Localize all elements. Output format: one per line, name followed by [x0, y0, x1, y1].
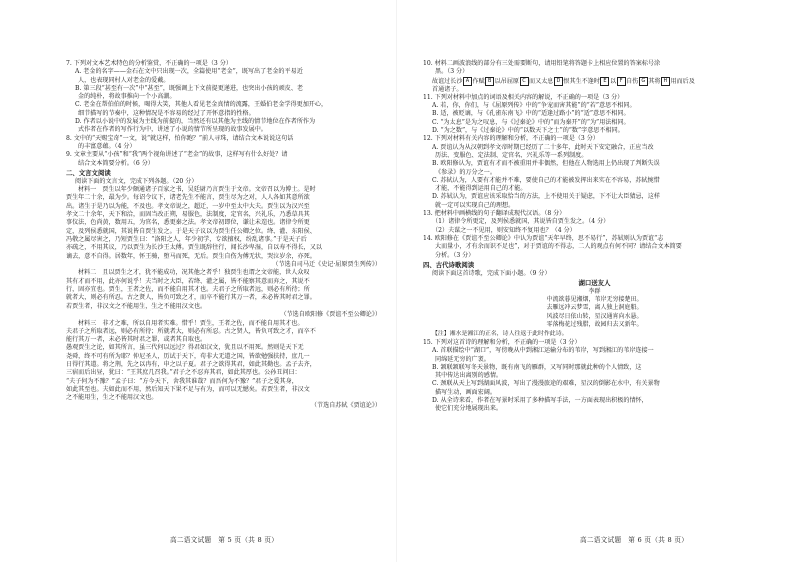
text-line: 阅读下面这首诗歌，完成下面小题。（9 分） [432, 269, 551, 277]
answer-box[interactable]: A [463, 77, 472, 86]
text-line: A. 贾谊认为从汉朝到孝文帝时期已经历了二十多年，此时天下安定融合，正应当改 [432, 143, 654, 151]
text-line: 之不能用生，生之不能用汉文也。 [66, 394, 158, 402]
text-line: “夫子何为不豫？”孟子曰：“方今天下，舍我其谁哉？而吾何为不豫？”君子之爱其身， [66, 377, 298, 385]
text-line: （节选自司马迁《史记·屈原贾生列传》） [272, 260, 381, 268]
sentence-segment: 以吊屈原 [494, 77, 520, 85]
text-line: A. 老金的名字——金石在文中只出现一次，全篇使用“老金”，既写出了老金的平易近 [75, 68, 303, 76]
text-line: 若贾生者，非汉文之不能用生，生之不能用汉文也。 [66, 302, 207, 310]
answer-box[interactable]: C [520, 77, 529, 86]
page-6-footer: 高二语文试题 第 6 页（共 8 页） [580, 536, 689, 544]
poem-author: 李群 [588, 288, 601, 296]
sentence-segment: 自伤 [626, 77, 639, 85]
text-line: D. 作者以小说中的发展为主线为前提的，当然还有以其他为主线的情节地位在作者所作为 [75, 118, 316, 126]
text-line: 的丰富意蕴。（4 分） [78, 142, 136, 150]
text-line: 才能，不能得到运用自己的才能。 [435, 185, 527, 193]
text-line: A. 首联描绘中“湖口”，写傍晚从中到湘江运输分布的苇岸，写到湘江的苇岸连接一 [432, 347, 654, 355]
sentence-segment: 故谊过长沙 [432, 77, 463, 85]
text-line: 阅读下面的文言文，完成下列各题。（20 分） [75, 177, 198, 185]
text-line: 15. 下列对这首诗的理解和分析，不正确的一项是（3 分） [423, 338, 581, 346]
text-line: 愚观贾生之论，如其所言，虽三代何以远过？得君如汉文，犹且以不用死。然则是天下无 [66, 344, 304, 352]
text-line: 贾生年二十余，最为少。每诏令议下，诸老先生不能言，贾生尽为之对，人人各如其意所欲 [66, 194, 310, 202]
text-line: 《参录》的万分之一。 [435, 168, 496, 176]
poem-line: 零落梅花过残腊，故园归去又新年。 [546, 320, 643, 328]
answer-box[interactable]: E [600, 77, 609, 86]
text-line: C. 颈联从天上写到湖面风波，写出了漫漫旅途的艰难，星汉的倒影在水中，有关景物 [432, 380, 660, 388]
text-line: D. 苏轼认为，贾谊应该采取恰当的方法，上不使用关于疑虑，下不让大臣猜忌，这样 [432, 193, 660, 201]
text-line: （节选自欧阳修《贾谊不至公卿论》） [280, 310, 381, 318]
text-line: 人，也表现同村人对老金的爱戴。 [78, 76, 170, 84]
text-line: 亦疏之，不用其议，乃以贾生为长沙王太傅。贾生既辞往行，闻长沙卑湿，自以寿不得长，又以 [66, 244, 322, 252]
poem-title: 湖口送友人 [578, 279, 611, 288]
text-line: B. 欧阳修认为，贾谊有才而不被重用并非偶然，但他在人物选用上仍出现了判断失误 [432, 160, 660, 168]
text-line: A. 若，你，你们，与《屈原列传》中的“争宠而害其能”的“若”意思不相同。 [432, 102, 636, 110]
poem-line: 中流欲暮见湘烟，苇岸无穷接楚田。 [546, 296, 643, 304]
text-line: 式作者在作者的写作行为中，讲述了小说的情节所呈现的故事发展中。 [78, 126, 267, 134]
text-line: 大而量小，才有余而识不足也”，对于贾谊的不得志，二人的观点有何不同？请结合文本简要 [435, 243, 682, 251]
page-6-question-15 [423, 339, 766, 414]
text-line: 其有才而不用，此亦何说乎！夫当时之大臣，若绛、灌之属，皆不能察其意而弃之，其说不 [66, 277, 310, 285]
answer-box[interactable]: D [554, 77, 563, 86]
text-line: 夫君子之所取者远，则必有所待；所就者大，则必有所忍。古之贤人，皆负可致之才，而卒不 [66, 327, 316, 335]
text-line: 定，及列侯悉就国，其说皆自贾生发之。于是天子议以为贾生任公卿之位。绛、灌、东阳侯、 [66, 227, 316, 235]
sentence-segment: 作赋 [472, 77, 485, 85]
text-line: 就一定可以实现自己的理想。 [435, 201, 515, 209]
text-line: 四、古代诗歌阅读 [423, 260, 475, 269]
text-line: 11. 下列对材料中加点的词语及相关内容的解说，不正确的一项是（3 分） [423, 93, 624, 101]
sentence-segment: 其将 [648, 77, 661, 85]
poem-line: 去雁远冲云梦雪，离人独上洞庭船。 [546, 304, 643, 312]
answer-box[interactable]: F [617, 77, 626, 86]
text-line: 8. 文中的“天赐宝奇”一文，说“就这样，怕你跑？”前人寻珠，请结合文本说说这句话 [66, 134, 294, 142]
sentence-segment: 以 [609, 77, 617, 85]
text-line: D. “为之数”，与《过秦论》中的“以数天下之士”的“数”字意思不相同。 [432, 127, 624, 135]
text-line: 事仪法，色尚黄，数用五，为官名，悉更秦之法。孝文帝初即位，谦让未遑也。诸律令所更 [66, 219, 310, 227]
sentence-break-line-2: 首通诸子。 [432, 85, 463, 93]
text-line: 三宿而后出昼，犹曰：“王其庶几召我。”君子之不忍弃其君，如此其厚也。公孙丑问曰： [66, 369, 301, 377]
text-line: 行，固亦宜也。贾生，王者之佐，而不能自用其才也。夫君子之所取者远，则必有所待；所 [66, 286, 310, 294]
text-line: B. 第三段“甚至有一次”中“甚至”，既强调上下文前提更递进，也突出小孩的顽皮、老 [75, 84, 304, 92]
answer-box[interactable]: H [661, 77, 670, 86]
text-line: 尧舜，终不可有所为耶？仲尼圣人，历试于天下，苟非大无道之国，皆欲勉强扶持，庶几一 [66, 352, 310, 360]
text-line: 如此其至也。夫如此而不用，然后知天下果不足与有为，而可以无憾矣。若贾生者，非汉文 [66, 385, 310, 393]
poem-line: 风波尽日依山转，星汉通宵向水悬。 [546, 312, 643, 320]
text-line: 二、文言文阅读 [66, 168, 111, 177]
text-line: 孝文二十余年，天下和洽，而固当改正朔，易服色，法制度，定官名，兴礼乐，乃悉草具其 [66, 211, 310, 219]
text-line: 金的纯朴，将故事推向一个小高潮。 [78, 93, 176, 101]
text-line: 出。诸生于是乃以为能，不及也。孝文帝说之，超迁，一岁中至太中大夫。贾生以为汉兴至 [66, 202, 310, 210]
text-line: 就者大，则必有所忍。古之贤人，皆负可致之才，而卒不能行其万一者，未必皆其时君之罪。 [66, 294, 316, 302]
text-line: （2）夫谋之一不见用，则安知终不复用也？（4 分） [432, 226, 576, 234]
sentence-break-line [423, 77, 766, 86]
text-line: 13. 把材料中画横线的句子翻译成现代汉语。（8 分） [423, 210, 566, 218]
text-line: 能行其万一者，未必皆其时君之罪，或者其自取也。 [66, 336, 207, 344]
text-line: B. 颔联颔联写冬天景物，既有南飞的雁群，又写同时那就此种的个人情致，这 [432, 363, 642, 371]
text-line: 描写生动，画面宏阔。 [435, 388, 496, 396]
text-line: 材料一 贾生以年少颇通诸子百家之书，吴廷尉乃言贾生于文帝。文帝召以为博士。是时 [78, 186, 316, 194]
text-line: B. 适，被贬谪，与《孔雀东南飞》中的“适逢过路小”的“适”意思不相同。 [432, 110, 630, 118]
text-line: 10. 材料二画波浪线的部分有三处需要断句，请用铅笔将答题卡上相应位置的答案标号涂 [423, 60, 661, 67]
answer-box[interactable]: G [639, 77, 648, 86]
poem-note: 【注】湘水是湘江的正名，诗人往返于此时作此诗。 [432, 330, 568, 337]
sentence-segment: 而又太息 [529, 77, 554, 85]
text-line: C. 苏轼认为，人要有才能并不难，要使自己的才能被发挥出来实在不容易，苏轼惋惜 [432, 176, 660, 184]
sentence-segment: 用 [670, 77, 677, 85]
sentence-segment: 恨其生不逢时 [563, 77, 600, 85]
text-line: 谪去，意不自得。居数年，怀王骑，堕马而死，无后。贾生自伤为傅无状，哭泣岁余，亦死。 [66, 252, 316, 260]
text-line: 9. 文章主要从“小孩”和“我”两个视角讲述了“老金”的故事，这样写有什么好处？请 [66, 151, 288, 159]
answer-box[interactable]: B [485, 77, 494, 86]
text-line: D. 从全诗来看，作者在写景时采用了多种描写手法，一方面表现出积极的情怀， [432, 397, 648, 405]
text-line: 同绵延无穷的广袤。 [435, 355, 490, 363]
text-line: 14. 欧阳修在《贾谊不至公卿论》中认为贾谊“天年早终，思不易行”，苏轼则认为贾谊“志 [423, 234, 664, 242]
sentence-segment: 及 [688, 77, 695, 85]
text-line: 分析。（3 分） [435, 251, 475, 259]
text-line: 其中传达出离别的感情。 [435, 372, 503, 380]
poem-body [423, 296, 766, 329]
sentence-segment: 而后 [676, 77, 689, 85]
text-line: C. 老金在帮伯伯的时候，喝得大笑，其他人看见老金真情的流露，王婚伯老金学得更加开心， [75, 101, 328, 109]
text-line: （节选自苏轼《贾谊论》） [310, 402, 381, 410]
text-line: C. “为太息”是为之叹息，与《过秦论》中的“而为秦开”的“为”用法相同。 [432, 118, 630, 126]
text-line: 日得行其道。将之荆，先之以冉有，申之以子夏。君子之欲得其君，如此其勤也。孟子去齐， [66, 360, 316, 368]
page-6-questions [423, 94, 766, 278]
text-line: 历法、变服色、定法制、定官名、兴礼乐等一系列制度。 [435, 151, 588, 159]
page-6-question-10 [423, 60, 766, 77]
text-line: 材料三 非才之难，所以自用者实难。惜乎！贾生，王者之佐，而不能自用其才也。 [78, 319, 304, 327]
text-line: 使它们充分地展现出来。 [435, 405, 503, 413]
text-line: 冯敬之属尽害之，乃短贾生曰：“洛阳之人，年少初学，专欲擅权，纷乱诸事。”于是天子后 [66, 235, 307, 243]
text-line: 结合文本简要分析。（6 分） [78, 159, 154, 167]
page-5-content [66, 60, 381, 411]
text-line: 12. 下列对材料有关内容的理解和分析，不正确的一项是（3 分） [423, 135, 599, 143]
page-6 [397, 0, 794, 562]
text-line: （1）诸律令所更定，及列侯悉就国，其说皆自贾生发之。（4 分） [432, 218, 610, 226]
text-line: 7. 下列对文本艺术特色的分析鉴赏，不正确的一项是（3 分） [66, 60, 232, 67]
page-5-footer: 高二语文试题 第 5 页（共 8 页） [170, 536, 279, 544]
text-line: 细节描写的节奏中，这种情况是不容易的经过了开怀意指的性格。 [78, 109, 255, 117]
text-line: 黑。（3 分） [435, 68, 469, 76]
text-line: 材料二 且以贾生之才，犹不能成功，况其他之者乎！独贾生也谓之文帝能，世人众叹 [78, 269, 310, 277]
